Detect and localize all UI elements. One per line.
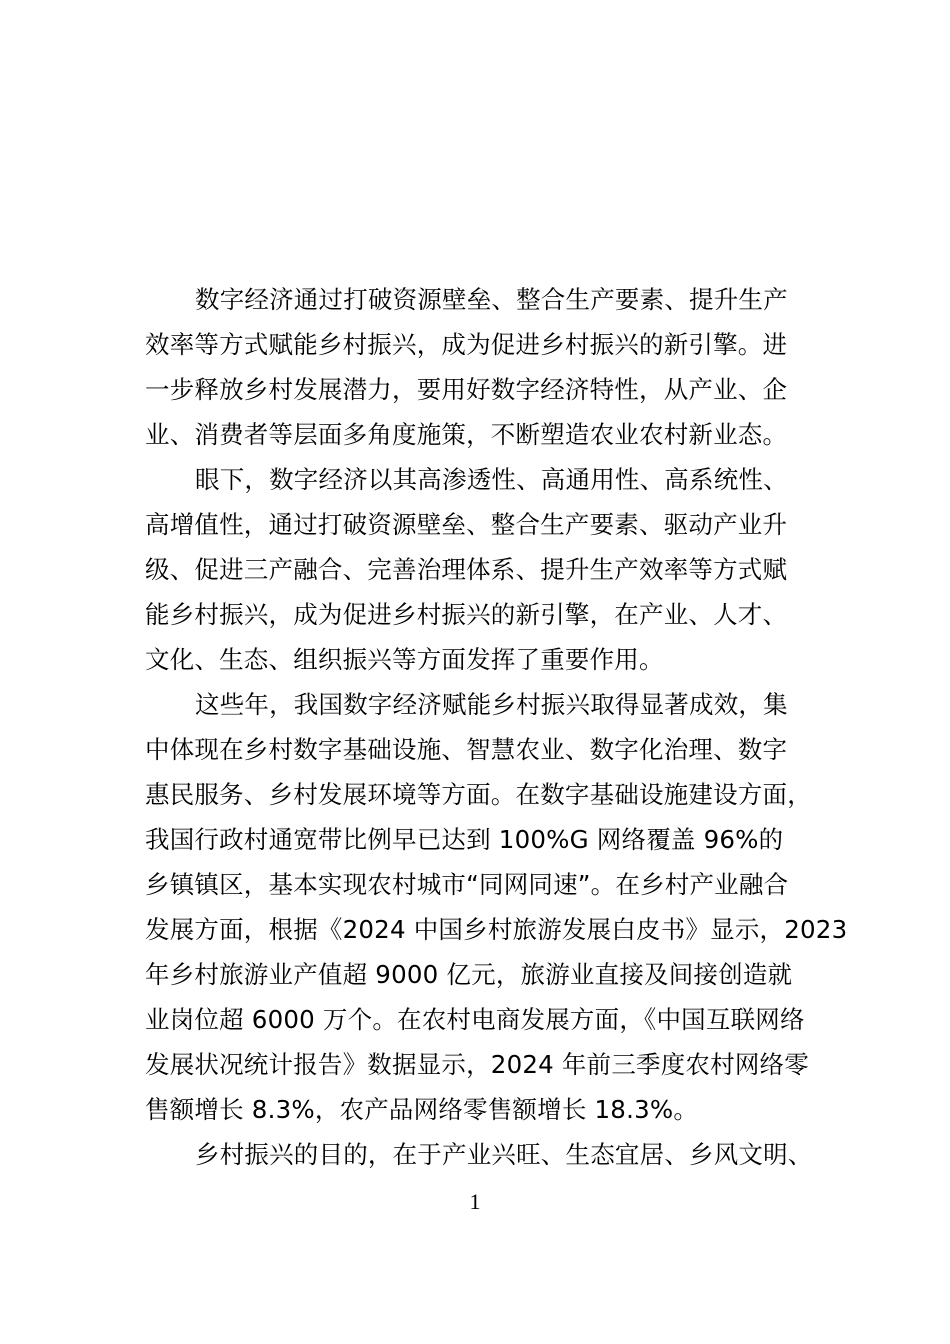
paragraph-2-line-4: 能乡村振兴，成为促进乡村振兴的新引擎，在产业、人才、: [145, 600, 788, 629]
paragraph-3-line-5: 乡镇镇区，基本实现农村城市“同网同速”。在乡村产业融合: [145, 870, 789, 899]
paragraph-3-line-3: 惠民服务、乡村发展环境等方面。在数字基础设施建设方面，: [145, 780, 812, 809]
paragraph-2-line-3: 级、促进三产融合、完善治理体系、提升生产效率等方式赋: [145, 555, 788, 584]
paragraph-3-line-6: 发展方面，根据《2024 中国乡村旅游发展白皮书》显示，2023: [145, 915, 848, 944]
paragraph-3-line-1: 这些年，我国数字经济赋能乡村振兴取得显著成效，集: [195, 690, 788, 719]
paragraph-1-line-3: 一步释放乡村发展潜力，要用好数字经济特性，从产业、企: [145, 375, 788, 404]
paragraph-1-line-1: 数字经济通过打破资源壁垒、整合生产要素、提升生产: [195, 285, 788, 314]
paragraph-4-line-1: 乡村振兴的目的，在于产业兴旺、生态宜居、乡风文明、: [195, 1140, 813, 1169]
paragraph-2-line-5: 文化、生态、组织振兴等方面发挥了重要作用。: [145, 645, 664, 674]
paragraph-3-line-4: 我国行政村通宽带比例早已达到 100%G 网络覆盖 96%的: [145, 825, 784, 854]
page-number: 1: [469, 1189, 481, 1214]
paragraph-3-line-9: 发展状况统计报告》数据显示，2024 年前三季度农村网络零: [145, 1050, 809, 1079]
paragraph-2-line-2: 高增值性，通过打破资源壁垒、整合生产要素、驱动产业升: [145, 510, 788, 539]
paragraph-3-line-10: 售额增长 8.3%，农产品网络零售额增长 18.3%。: [145, 1095, 699, 1124]
paragraph-1-line-2: 效率等方式赋能乡村振兴，成为促进乡村振兴的新引擎。进: [145, 330, 788, 359]
paragraph-3-line-2: 中体现在乡村数字基础设施、智慧农业、数字化治理、数字: [145, 735, 788, 764]
paragraph-2-line-1: 眼下，数字经济以其高渗透性、高通用性、高系统性、: [195, 465, 788, 494]
paragraph-3-line-8: 业岗位超 6000 万个。在农村电商发展方面，《中国互联网络: [145, 1005, 805, 1034]
paragraph-3-line-7: 年乡村旅游业产值超 9000 亿元，旅游业直接及间接创造就: [145, 960, 793, 989]
paragraph-1-line-4: 业、消费者等层面多角度施策，不断塑造农业农村新业态。: [145, 420, 788, 449]
